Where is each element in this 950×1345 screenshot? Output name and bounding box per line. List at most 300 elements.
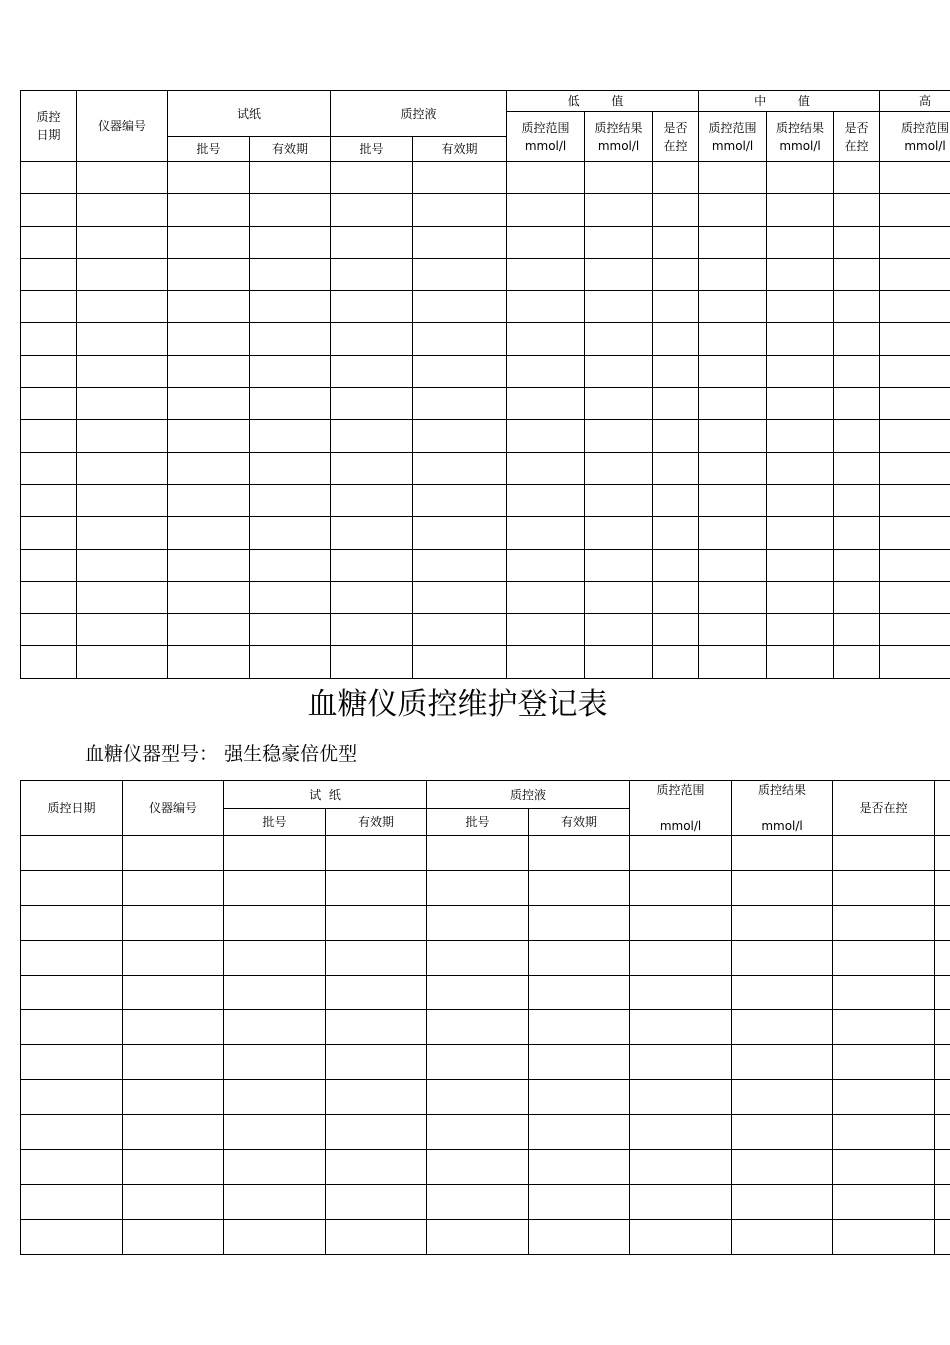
table-cell[interactable] (250, 646, 331, 678)
table-cell[interactable] (880, 614, 950, 646)
table-cell[interactable] (77, 614, 168, 646)
table-cell[interactable] (21, 870, 123, 905)
table-cell[interactable] (653, 484, 699, 516)
table-cell[interactable] (21, 194, 77, 226)
table-cell[interactable] (834, 226, 880, 258)
table-cell[interactable] (653, 581, 699, 613)
table-cell[interactable] (585, 646, 653, 678)
table-cell[interactable] (77, 581, 168, 613)
table-cell[interactable] (834, 194, 880, 226)
table-cell[interactable] (123, 975, 224, 1010)
table-cell[interactable] (123, 940, 224, 975)
table-cell[interactable] (529, 1115, 630, 1150)
table-cell[interactable] (653, 355, 699, 387)
table-cell[interactable] (413, 323, 507, 355)
table-cell[interactable] (880, 291, 950, 323)
table-cell[interactable] (507, 420, 585, 452)
table-cell[interactable] (123, 1080, 224, 1115)
table-cell[interactable] (21, 1010, 123, 1045)
table-cell[interactable] (427, 836, 529, 871)
table-cell[interactable] (529, 905, 630, 940)
table-cell[interactable] (21, 581, 77, 613)
table-cell[interactable] (168, 258, 250, 290)
table-cell[interactable] (732, 1150, 833, 1185)
table-cell[interactable] (833, 940, 935, 975)
table-cell[interactable] (834, 258, 880, 290)
table-cell[interactable] (21, 258, 77, 290)
table-cell[interactable] (413, 646, 507, 678)
table-cell[interactable] (529, 940, 630, 975)
table-cell[interactable] (77, 420, 168, 452)
table-cell[interactable] (585, 517, 653, 549)
table-cell[interactable] (880, 323, 950, 355)
table-cell[interactable] (507, 614, 585, 646)
table-cell[interactable] (507, 484, 585, 516)
table-cell[interactable] (250, 517, 331, 549)
table-cell[interactable] (767, 581, 834, 613)
table-cell[interactable] (427, 975, 529, 1010)
table-cell[interactable] (653, 194, 699, 226)
table-cell[interactable] (767, 355, 834, 387)
table-cell[interactable] (224, 870, 326, 905)
table-cell[interactable] (833, 1219, 935, 1254)
table-cell[interactable] (250, 420, 331, 452)
table-cell[interactable] (331, 517, 413, 549)
table-cell[interactable] (767, 549, 834, 581)
table-cell[interactable] (413, 484, 507, 516)
table-cell[interactable] (833, 870, 935, 905)
table-cell[interactable] (833, 905, 935, 940)
table-cell[interactable] (880, 517, 950, 549)
table-cell[interactable] (585, 226, 653, 258)
table-cell[interactable] (767, 323, 834, 355)
table-cell[interactable] (21, 323, 77, 355)
table-cell[interactable] (21, 291, 77, 323)
table-cell[interactable] (699, 581, 767, 613)
table-cell[interactable] (413, 420, 507, 452)
table-cell[interactable] (413, 452, 507, 484)
table-cell[interactable] (653, 388, 699, 420)
table-cell[interactable] (767, 452, 834, 484)
table-cell[interactable] (21, 452, 77, 484)
table-cell[interactable] (168, 420, 250, 452)
table-cell[interactable] (585, 258, 653, 290)
table-cell[interactable] (331, 194, 413, 226)
table-cell[interactable] (630, 905, 732, 940)
table-cell[interactable] (880, 194, 950, 226)
table-cell[interactable] (880, 452, 950, 484)
table-cell[interactable] (834, 646, 880, 678)
table-cell[interactable] (507, 194, 585, 226)
table-cell[interactable] (123, 1115, 224, 1150)
table-cell[interactable] (529, 1045, 630, 1080)
table-cell[interactable] (77, 323, 168, 355)
table-cell[interactable] (21, 614, 77, 646)
table-cell[interactable] (630, 836, 732, 871)
table-cell[interactable] (168, 517, 250, 549)
table-cell[interactable] (880, 581, 950, 613)
table-cell[interactable] (21, 1045, 123, 1080)
table-cell[interactable] (630, 1010, 732, 1045)
table-cell[interactable] (224, 1150, 326, 1185)
table-cell[interactable] (168, 549, 250, 581)
table-cell[interactable] (935, 1115, 950, 1150)
table-cell[interactable] (168, 452, 250, 484)
table-cell[interactable] (326, 1045, 427, 1080)
table-cell[interactable] (834, 323, 880, 355)
table-cell[interactable] (653, 258, 699, 290)
table-cell[interactable] (21, 226, 77, 258)
table-cell[interactable] (653, 549, 699, 581)
table-cell[interactable] (585, 452, 653, 484)
table-cell[interactable] (732, 1010, 833, 1045)
table-cell[interactable] (331, 323, 413, 355)
table-cell[interactable] (331, 420, 413, 452)
table-cell[interactable] (21, 905, 123, 940)
table-cell[interactable] (77, 162, 168, 194)
table-cell[interactable] (653, 291, 699, 323)
table-cell[interactable] (732, 1045, 833, 1080)
table-cell[interactable] (767, 614, 834, 646)
table-cell[interactable] (507, 162, 585, 194)
table-cell[interactable] (833, 1045, 935, 1080)
table-cell[interactable] (331, 226, 413, 258)
table-cell[interactable] (630, 1080, 732, 1115)
table-cell[interactable] (326, 1115, 427, 1150)
table-cell[interactable] (529, 836, 630, 871)
table-cell[interactable] (224, 1080, 326, 1115)
table-cell[interactable] (767, 420, 834, 452)
table-cell[interactable] (250, 194, 331, 226)
table-cell[interactable] (529, 870, 630, 905)
table-cell[interactable] (630, 1150, 732, 1185)
table-cell[interactable] (507, 388, 585, 420)
table-cell[interactable] (77, 646, 168, 678)
table-cell[interactable] (732, 1080, 833, 1115)
table-cell[interactable] (168, 226, 250, 258)
table-cell[interactable] (168, 162, 250, 194)
table-cell[interactable] (224, 1115, 326, 1150)
table-cell[interactable] (326, 905, 427, 940)
table-cell[interactable] (585, 549, 653, 581)
table-cell[interactable] (331, 355, 413, 387)
table-cell[interactable] (699, 614, 767, 646)
table-cell[interactable] (833, 1010, 935, 1045)
table-cell[interactable] (935, 1045, 950, 1080)
table-cell[interactable] (507, 323, 585, 355)
table-cell[interactable] (653, 614, 699, 646)
table-cell[interactable] (834, 614, 880, 646)
table-cell[interactable] (585, 420, 653, 452)
table-cell[interactable] (585, 355, 653, 387)
table-cell[interactable] (168, 194, 250, 226)
table-cell[interactable] (21, 1080, 123, 1115)
table-cell[interactable] (653, 226, 699, 258)
table-cell[interactable] (699, 226, 767, 258)
table-cell[interactable] (413, 162, 507, 194)
table-cell[interactable] (834, 420, 880, 452)
table-cell[interactable] (77, 194, 168, 226)
table-cell[interactable] (21, 162, 77, 194)
table-cell[interactable] (413, 388, 507, 420)
table-cell[interactable] (21, 1150, 123, 1185)
table-cell[interactable] (585, 484, 653, 516)
table-cell[interactable] (77, 549, 168, 581)
table-cell[interactable] (427, 905, 529, 940)
table-cell[interactable] (630, 940, 732, 975)
table-cell[interactable] (732, 975, 833, 1010)
table-cell[interactable] (880, 484, 950, 516)
table-cell[interactable] (123, 1150, 224, 1185)
table-cell[interactable] (250, 291, 331, 323)
table-cell[interactable] (630, 1115, 732, 1150)
table-cell[interactable] (767, 646, 834, 678)
table-cell[interactable] (427, 1115, 529, 1150)
table-cell[interactable] (168, 581, 250, 613)
table-cell[interactable] (880, 162, 950, 194)
table-cell[interactable] (427, 1080, 529, 1115)
table-cell[interactable] (21, 836, 123, 871)
table-cell[interactable] (224, 1045, 326, 1080)
table-cell[interactable] (331, 452, 413, 484)
table-cell[interactable] (224, 975, 326, 1010)
table-cell[interactable] (732, 836, 833, 871)
table-cell[interactable] (326, 1080, 427, 1115)
table-cell[interactable] (123, 1045, 224, 1080)
table-cell[interactable] (732, 940, 833, 975)
table-cell[interactable] (427, 1150, 529, 1185)
table-cell[interactable] (880, 226, 950, 258)
table-cell[interactable] (834, 162, 880, 194)
table-cell[interactable] (699, 355, 767, 387)
table-cell[interactable] (326, 975, 427, 1010)
table-cell[interactable] (699, 452, 767, 484)
table-cell[interactable] (123, 1219, 224, 1254)
table-cell[interactable] (224, 836, 326, 871)
table-cell[interactable] (224, 940, 326, 975)
table-cell[interactable] (123, 836, 224, 871)
table-cell[interactable] (427, 1219, 529, 1254)
table-cell[interactable] (507, 517, 585, 549)
table-cell[interactable] (699, 517, 767, 549)
table-cell[interactable] (413, 581, 507, 613)
table-cell[interactable] (833, 975, 935, 1010)
table-cell[interactable] (326, 1150, 427, 1185)
table-cell[interactable] (77, 258, 168, 290)
table-cell[interactable] (123, 870, 224, 905)
table-cell[interactable] (732, 870, 833, 905)
table-cell[interactable] (326, 870, 427, 905)
table-cell[interactable] (250, 355, 331, 387)
table-cell[interactable] (224, 1010, 326, 1045)
table-cell[interactable] (427, 870, 529, 905)
table-cell[interactable] (250, 549, 331, 581)
table-cell[interactable] (21, 1115, 123, 1150)
table-cell[interactable] (168, 614, 250, 646)
table-cell[interactable] (630, 1184, 732, 1219)
table-cell[interactable] (833, 1080, 935, 1115)
table-cell[interactable] (413, 614, 507, 646)
table-cell[interactable] (880, 355, 950, 387)
table-cell[interactable] (427, 940, 529, 975)
table-cell[interactable] (21, 975, 123, 1010)
table-cell[interactable] (935, 1219, 950, 1254)
table-cell[interactable] (77, 517, 168, 549)
table-cell[interactable] (331, 581, 413, 613)
table-cell[interactable] (767, 291, 834, 323)
table-cell[interactable] (833, 836, 935, 871)
table-cell[interactable] (507, 291, 585, 323)
table-cell[interactable] (834, 549, 880, 581)
table-cell[interactable] (507, 258, 585, 290)
table-cell[interactable] (168, 484, 250, 516)
table-cell[interactable] (224, 1184, 326, 1219)
table-cell[interactable] (880, 420, 950, 452)
table-cell[interactable] (732, 1184, 833, 1219)
table-cell[interactable] (507, 646, 585, 678)
table-cell[interactable] (630, 975, 732, 1010)
table-cell[interactable] (585, 162, 653, 194)
table-cell[interactable] (699, 194, 767, 226)
table-cell[interactable] (21, 549, 77, 581)
table-cell[interactable] (250, 581, 331, 613)
table-cell[interactable] (699, 484, 767, 516)
table-cell[interactable] (331, 258, 413, 290)
table-cell[interactable] (507, 452, 585, 484)
table-cell[interactable] (732, 1219, 833, 1254)
table-cell[interactable] (834, 291, 880, 323)
table-cell[interactable] (699, 291, 767, 323)
table-cell[interactable] (413, 517, 507, 549)
table-cell[interactable] (529, 1184, 630, 1219)
table-cell[interactable] (507, 226, 585, 258)
table-cell[interactable] (123, 905, 224, 940)
table-cell[interactable] (326, 1219, 427, 1254)
table-cell[interactable] (250, 484, 331, 516)
table-cell[interactable] (21, 1184, 123, 1219)
table-cell[interactable] (699, 258, 767, 290)
table-cell[interactable] (21, 420, 77, 452)
table-cell[interactable] (935, 975, 950, 1010)
table-cell[interactable] (77, 291, 168, 323)
table-cell[interactable] (250, 162, 331, 194)
table-cell[interactable] (427, 1045, 529, 1080)
table-cell[interactable] (880, 549, 950, 581)
table-cell[interactable] (767, 194, 834, 226)
table-cell[interactable] (699, 646, 767, 678)
table-cell[interactable] (529, 1219, 630, 1254)
table-cell[interactable] (21, 517, 77, 549)
table-cell[interactable] (529, 975, 630, 1010)
table-cell[interactable] (326, 1010, 427, 1045)
table-cell[interactable] (250, 258, 331, 290)
table-cell[interactable] (331, 291, 413, 323)
table-cell[interactable] (529, 1150, 630, 1185)
table-cell[interactable] (935, 836, 950, 871)
table-cell[interactable] (767, 162, 834, 194)
table-cell[interactable] (413, 549, 507, 581)
table-cell[interactable] (427, 1010, 529, 1045)
table-cell[interactable] (653, 517, 699, 549)
table-cell[interactable] (585, 581, 653, 613)
table-cell[interactable] (834, 355, 880, 387)
table-cell[interactable] (529, 1010, 630, 1045)
table-cell[interactable] (585, 323, 653, 355)
table-cell[interactable] (935, 870, 950, 905)
table-cell[interactable] (935, 940, 950, 975)
table-cell[interactable] (21, 1219, 123, 1254)
table-cell[interactable] (767, 484, 834, 516)
table-cell[interactable] (326, 836, 427, 871)
table-cell[interactable] (935, 1150, 950, 1185)
table-cell[interactable] (250, 323, 331, 355)
table-cell[interactable] (833, 1115, 935, 1150)
table-cell[interactable] (168, 646, 250, 678)
table-cell[interactable] (21, 646, 77, 678)
table-cell[interactable] (331, 614, 413, 646)
table-cell[interactable] (250, 388, 331, 420)
table-cell[interactable] (413, 291, 507, 323)
table-cell[interactable] (77, 452, 168, 484)
table-cell[interactable] (21, 388, 77, 420)
table-cell[interactable] (585, 614, 653, 646)
table-cell[interactable] (630, 1219, 732, 1254)
table-cell[interactable] (168, 355, 250, 387)
table-cell[interactable] (653, 420, 699, 452)
table-cell[interactable] (653, 452, 699, 484)
table-cell[interactable] (331, 484, 413, 516)
table-cell[interactable] (834, 581, 880, 613)
table-cell[interactable] (331, 162, 413, 194)
table-cell[interactable] (834, 484, 880, 516)
table-cell[interactable] (21, 355, 77, 387)
table-cell[interactable] (935, 1010, 950, 1045)
table-cell[interactable] (834, 452, 880, 484)
table-cell[interactable] (331, 388, 413, 420)
table-cell[interactable] (77, 388, 168, 420)
table-cell[interactable] (331, 549, 413, 581)
table-cell[interactable] (507, 355, 585, 387)
table-cell[interactable] (653, 646, 699, 678)
table-cell[interactable] (833, 1184, 935, 1219)
table-cell[interactable] (653, 162, 699, 194)
table-cell[interactable] (880, 388, 950, 420)
table-cell[interactable] (585, 194, 653, 226)
table-cell[interactable] (123, 1010, 224, 1045)
table-cell[interactable] (77, 355, 168, 387)
table-cell[interactable] (767, 517, 834, 549)
table-cell[interactable] (732, 905, 833, 940)
table-cell[interactable] (630, 870, 732, 905)
table-cell[interactable] (21, 484, 77, 516)
table-cell[interactable] (630, 1045, 732, 1080)
table-cell[interactable] (880, 258, 950, 290)
table-cell[interactable] (653, 323, 699, 355)
table-cell[interactable] (529, 1080, 630, 1115)
table-cell[interactable] (767, 226, 834, 258)
table-cell[interactable] (250, 614, 331, 646)
table-cell[interactable] (427, 1184, 529, 1219)
table-cell[interactable] (326, 1184, 427, 1219)
table-cell[interactable] (123, 1184, 224, 1219)
table-cell[interactable] (935, 1080, 950, 1115)
table-cell[interactable] (331, 646, 413, 678)
table-cell[interactable] (168, 291, 250, 323)
table-cell[interactable] (224, 905, 326, 940)
table-cell[interactable] (224, 1219, 326, 1254)
table-cell[interactable] (585, 388, 653, 420)
table-cell[interactable] (935, 905, 950, 940)
